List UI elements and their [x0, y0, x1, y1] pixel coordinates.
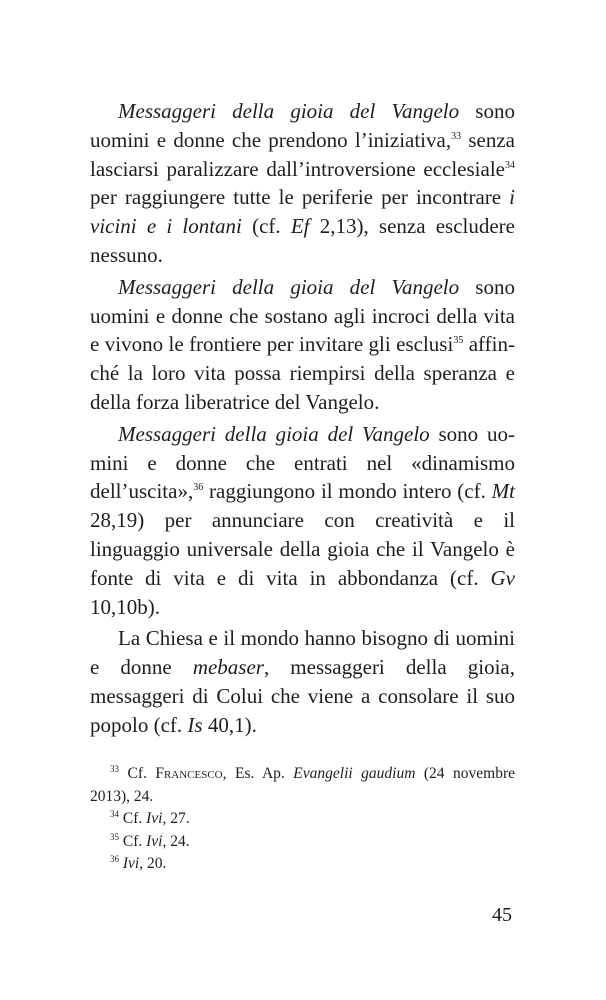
- footnote-36: [90, 853, 515, 876]
- footnote-34: [90, 808, 515, 831]
- italic-phrase: i vicini e i lontani: [90, 185, 515, 239]
- paragraph-4: [90, 624, 515, 739]
- text-run: (cf.: [241, 214, 291, 239]
- text-run: , messaggeri della gioia, messaggeri di Colui che viene a consolare il suo popolo (cf.: [90, 655, 515, 737]
- text-run: , 20.: [139, 855, 167, 872]
- text-run: , 24.: [162, 832, 190, 850]
- bible-book-abbrev: Is: [187, 712, 203, 737]
- text-run: sono uomini e donne che prendono l’iniziativa,: [90, 99, 515, 152]
- footnote-number: 33: [110, 763, 119, 774]
- footnote-number: 35: [110, 831, 119, 842]
- text-run: senza lasciarsi paralizzare dall’introversione ecclesiale: [90, 127, 515, 181]
- italic-phrase: Messaggeri della gioia del Vangelo: [118, 99, 460, 123]
- text-run: La Chiesa e il mondo hanno bisogno di uomini e donne: [90, 626, 515, 680]
- author-name: Francesco: [155, 765, 223, 782]
- italic-phrase: Messaggeri della gioia del Vangelo: [118, 421, 430, 446]
- paragraph-1: [90, 97, 515, 270]
- footnote-ref: 36: [193, 482, 204, 494]
- work-title: Evangelii gaudium: [293, 765, 416, 782]
- text-run: Cf.: [119, 810, 147, 827]
- paragraph-2: [90, 273, 515, 417]
- text-run: Cf.: [119, 832, 147, 850]
- bible-book-abbrev: Mt: [491, 479, 515, 504]
- text-run: , Es. Ap.: [222, 765, 294, 782]
- ibid-ref: Ivi: [122, 855, 140, 872]
- footnote-33: [90, 763, 515, 808]
- footnote-ref: 35: [453, 335, 464, 347]
- text-run: 40,1).: [202, 712, 257, 737]
- page-number: 45: [492, 904, 512, 926]
- text-run: Cf.: [119, 765, 156, 782]
- footnote-ref: 34: [505, 159, 515, 171]
- text-run: affinché la loro vita possa riempirsi della speranza e della forza liberatrice del Vangelo.: [90, 332, 515, 414]
- bible-book-abbrev: Ef: [290, 214, 310, 239]
- text-run: per raggiungere tutte le periferie per incontrare: [90, 185, 510, 210]
- italic-phrase: Messaggeri della gioia del Vangelo: [118, 274, 460, 299]
- text-run: , 27.: [162, 810, 190, 827]
- footnote-35: [90, 831, 515, 854]
- text-run: (24 novembre 2013), 24.: [90, 765, 515, 805]
- main-text: [90, 97, 515, 743]
- text-run: 2,13), senza escludere nessuno.: [90, 214, 516, 267]
- ibid-ref: Ivi: [146, 832, 163, 850]
- footnotes: [90, 763, 515, 876]
- text-run: sono uomini e donne che sostano agli incroci della vita e vivono le frontiere per invitare gli esclusi: [90, 274, 515, 357]
- footnote-number: 36: [110, 853, 119, 864]
- text-run: raggiungono il mondo intero (cf.: [203, 479, 492, 504]
- bible-book-abbrev: Gv: [490, 565, 515, 590]
- footnote-number: 34: [110, 808, 119, 819]
- footnote-ref: 33: [451, 130, 462, 142]
- text-run: sono uomini e donne che entrati nel «dinamismo dell’uscita»,: [90, 421, 515, 504]
- text-run: 28,19) per annunciare con creatività e il linguaggio universale della gioia che il Vangelo è fonte di vita e di vita in abbondanza (cf.: [90, 508, 515, 590]
- italic-phrase: mebaser: [192, 655, 264, 680]
- ibid-ref: Ivi: [146, 810, 163, 827]
- paragraph-3: [90, 420, 515, 622]
- text-run: 10,10b).: [90, 594, 160, 619]
